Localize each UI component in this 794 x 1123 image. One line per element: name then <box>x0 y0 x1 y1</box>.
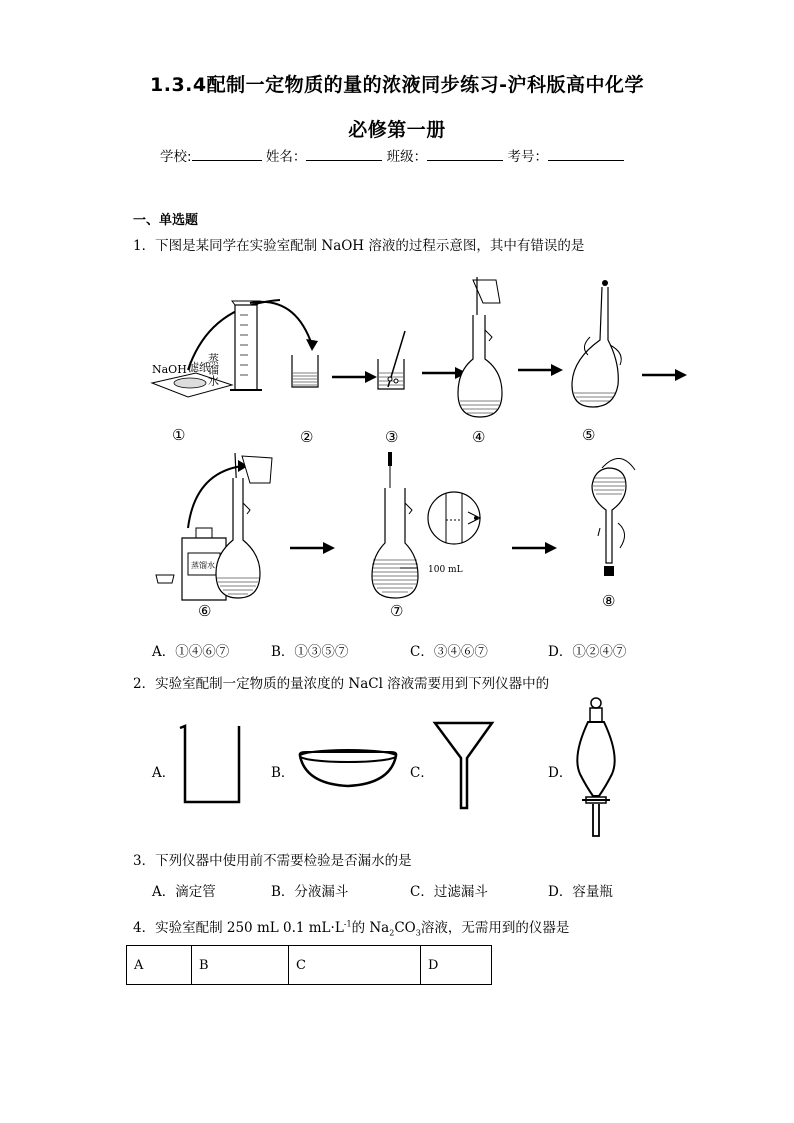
q4-option-c[interactable]: C <box>289 946 421 985</box>
q2-option-d[interactable]: D． <box>548 765 573 781</box>
naoh-label: NaOH <box>152 363 187 376</box>
table-row <box>127 946 492 985</box>
arrow-icon <box>332 371 377 383</box>
volume-mark-label: 100 mL <box>428 565 463 575</box>
q4-option-b[interactable]: B <box>192 946 289 985</box>
q2-option-b[interactable]: B． <box>271 765 295 781</box>
volumetric-flask-shaking-icon <box>572 280 621 407</box>
separatory-funnel-icon <box>568 696 624 836</box>
q4-options-table <box>126 945 492 985</box>
class-blank[interactable] <box>427 148 503 161</box>
arrow-icon <box>290 542 335 554</box>
q4-option-d[interactable]: D <box>421 946 492 985</box>
arrow-icon <box>518 364 563 376</box>
q4-stem-sub1: 2 <box>389 928 395 938</box>
arrow-icon <box>642 369 687 381</box>
question-2-stem: 2．实验室配制一定物质的量浓度的 NaCl 溶液需要用到下列仪器中的 <box>133 676 550 692</box>
q1-option-c[interactable]: C．③④⑥⑦ <box>410 644 488 660</box>
q1-option-b[interactable]: B．①③⑤⑦ <box>271 644 349 660</box>
q1-figure-row1 <box>140 275 700 450</box>
beaker-stirring-icon <box>378 331 405 389</box>
distilled-water-label: 蒸馏水 <box>206 353 220 386</box>
question-3-stem: 3．下列仪器中使用前不需要检验是否漏水的是 <box>133 853 412 869</box>
q2-option-c[interactable]: C． <box>410 765 434 781</box>
q4-stem-suffix: 溶液，无需用到的仪器是 <box>420 920 570 936</box>
exam-number-blank[interactable] <box>548 148 624 161</box>
filter-paper-label: 滤纸 <box>188 361 210 374</box>
q1-option-a[interactable]: A．①④⑥⑦ <box>152 644 230 660</box>
bottle-label: 蒸馏水 <box>191 561 215 570</box>
q1-option-d[interactable]: D．①②④⑦ <box>548 644 627 660</box>
page-subtitle: 必修第一册 <box>348 119 446 141</box>
step-7-label: ⑦ <box>390 602 404 620</box>
beaker-icon <box>175 722 245 807</box>
q4-stem-mid: 的 Na <box>351 920 390 936</box>
class-label: 班级： <box>386 149 428 165</box>
step-8-label: ⑧ <box>602 592 616 610</box>
exam-number-label: 考号： <box>507 149 548 165</box>
volumetric-flask-inverting-icon <box>592 458 635 576</box>
q4-stem-prefix: 4．实验室配制 250 mL 0.1 mL·L <box>133 920 344 936</box>
q1-figure-row2 <box>150 448 670 618</box>
name-label: 姓名： <box>265 149 307 165</box>
page-title: 1.3.4配制一定物质的量的浓液同步练习-沪科版高中化学 <box>150 74 644 96</box>
q2-option-a[interactable]: A． <box>152 765 176 781</box>
name-blank[interactable] <box>306 148 382 161</box>
volumetric-flask-dropper-icon <box>372 452 418 598</box>
step-2-label: ② <box>300 428 314 446</box>
q3-option-b[interactable]: B．分液漏斗 <box>271 884 349 900</box>
q4-stem-sup: -1 <box>343 919 352 929</box>
student-info-line <box>160 145 624 165</box>
step-5-label: ⑤ <box>582 426 596 444</box>
filter-paper-icon <box>152 373 232 397</box>
section-heading: 一、单选题 <box>133 213 199 228</box>
question-1-stem: 1．下图是某同学在实验室配制 NaOH 溶液的过程示意图，其中有错误的是 <box>133 238 585 254</box>
q3-option-d[interactable]: D．容量瓶 <box>548 884 613 900</box>
question-4-stem <box>133 916 569 938</box>
q4-option-a[interactable]: A <box>127 946 192 985</box>
q3-option-c[interactable]: C．过滤漏斗 <box>410 884 488 900</box>
volumetric-flask-pouring-icon <box>458 277 502 417</box>
graduated-cylinder-icon <box>230 301 262 390</box>
evaporating-dish-icon <box>296 744 400 792</box>
meniscus-view-icon <box>428 492 480 544</box>
beaker-icon <box>292 355 318 387</box>
arrow-icon <box>512 542 557 554</box>
school-blank[interactable] <box>192 148 262 161</box>
q4-stem-co: CO <box>394 920 416 936</box>
step-1-label: ① <box>172 426 186 444</box>
volumetric-flask-washing-icon <box>216 453 272 598</box>
q4-stem-sub2: 3 <box>415 928 421 938</box>
step-4-label: ④ <box>472 428 486 446</box>
funnel-icon <box>432 718 496 812</box>
q3-option-a[interactable]: A．滴定管 <box>152 884 216 900</box>
step-3-label: ③ <box>385 428 399 446</box>
school-label: 学校: <box>160 149 192 165</box>
step-6-label: ⑥ <box>198 602 212 620</box>
